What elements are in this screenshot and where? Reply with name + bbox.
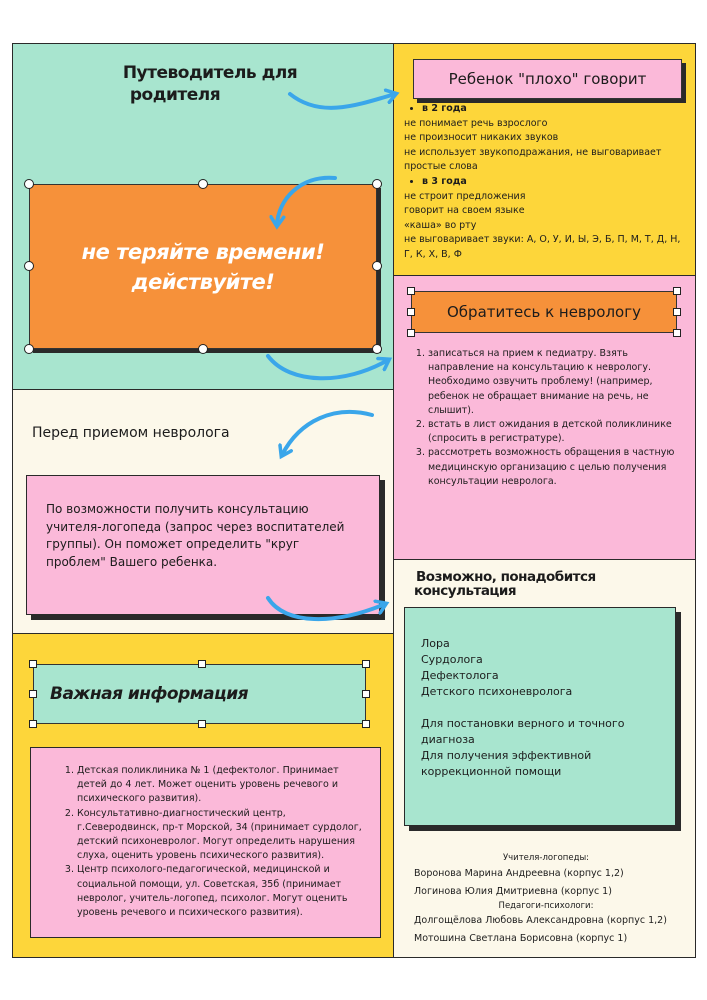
speech-title: Ребенок "плохо" говорит: [448, 70, 647, 88]
age2-label: • в 2 года: [422, 102, 689, 117]
resize-handle[interactable]: [362, 690, 370, 698]
age2-line: не использует звукоподражания, не выговаривает простые слова: [404, 146, 662, 173]
staff-name: Долгощёлова Любовь Александровна (корпус 1,2): [414, 915, 667, 926]
resize-handle[interactable]: [372, 179, 382, 189]
banner-line-1: не теряйте времени!: [81, 240, 325, 264]
logopedists-title: Учителя-логопеды:: [502, 853, 590, 863]
divider-left-2: [12, 633, 394, 634]
consult-card: [404, 607, 676, 826]
resize-handle[interactable]: [372, 261, 382, 271]
resize-handle[interactable]: [198, 660, 206, 668]
specialist-item: Детского психоневролога: [421, 685, 573, 698]
resize-handle[interactable]: [673, 329, 681, 337]
age3-line: «каша» во рту: [404, 219, 477, 231]
age3-line: не выговаривает звуки: А, О, У, И, Ы, Э, Б, П, М, Т, Д, Н, Г, К, Х, В, Ф: [404, 234, 681, 260]
resize-handle[interactable]: [29, 720, 37, 728]
resize-handle[interactable]: [24, 261, 34, 271]
neurologist-steps: [408, 347, 678, 489]
resize-handle[interactable]: [407, 308, 415, 316]
banner-text: [30, 237, 376, 297]
before-card: [26, 475, 380, 615]
guide-title-line-1: Путеводитель для: [122, 63, 298, 83]
specialist-item: Дефектолога: [421, 669, 499, 682]
speech-title-box: [413, 59, 682, 99]
consult-title-line-1: Возможно, понадобится: [416, 569, 596, 585]
staff-name: Воронова Марина Андреевна (корпус 1,2): [414, 868, 624, 879]
guide-title: [80, 62, 340, 106]
specialist-item: Лора: [421, 637, 450, 650]
divider-right-1: [394, 275, 696, 276]
age2-line: не произносит никаких звуков: [404, 132, 559, 144]
staff-name: Мотошина Светлана Борисовна (корпус 1): [414, 932, 628, 944]
resize-handle[interactable]: [198, 179, 208, 189]
divider-left-1: [12, 389, 394, 390]
age3-line: не строит предложения: [404, 190, 526, 202]
neurologist-step: 1. записаться на прием к педиатру. Взять направление на консультацию к неврологу. Необходимо озвучить проблему! (например, ребенок не обращает внимание на речь, не слышит).: [428, 347, 678, 418]
neurologist-title: Обратитесь к неврологу: [446, 303, 641, 321]
divider-vertical: [393, 43, 394, 958]
frame-bottom: [12, 957, 696, 958]
resize-handle[interactable]: [29, 690, 37, 698]
neurologist-step: 3. рассмотреть возможность обращения в частную медицинскую организацию с целью получения консультации невролога.: [428, 446, 678, 489]
age3-label: • в 3 года: [422, 175, 689, 190]
banner-line-2: действуйте!: [131, 270, 275, 294]
staff-name: Логинова Юлия Дмитриевна (корпус 1): [414, 885, 612, 897]
important-card: [30, 747, 381, 938]
frame-top: [12, 43, 696, 44]
age2-line: не понимает речь взрослого: [404, 117, 548, 129]
frame-left: [12, 43, 13, 958]
resize-handle[interactable]: [24, 344, 34, 354]
important-title-box: [33, 664, 366, 724]
resize-handle[interactable]: [372, 344, 382, 354]
resize-handle[interactable]: [29, 660, 37, 668]
banner: [29, 184, 377, 349]
resize-handle[interactable]: [673, 287, 681, 295]
resize-handle[interactable]: [198, 344, 208, 354]
before-text: По возможности получить консультацию учителя-логопеда (запрос через воспитателей группы). Он поможет определить "круг проблем" Вашего ребенка.: [46, 502, 345, 569]
resize-handle[interactable]: [407, 329, 415, 337]
consult-title: [414, 570, 674, 598]
resize-handle[interactable]: [407, 287, 415, 295]
consult-title-line-2: консультация: [414, 583, 517, 599]
resize-handle[interactable]: [362, 660, 370, 668]
staff-list: [400, 852, 692, 947]
divider-right-2: [394, 559, 696, 560]
important-title: Важная информация: [50, 684, 249, 704]
neurologist-step: 2. встать в лист ожидания в детской поликлинике (спросить в регистратуре).: [428, 418, 678, 446]
important-item: 3. Центр психолого-педагогической, медицинской и социальной помощи, ул. Советская, 35б (принимает невролог, учитель-логопед, психолог. Могут оценить уровень речевого и психического развития).: [77, 863, 369, 920]
guide-title-line-2: родителя: [129, 85, 221, 105]
psychologists-title: Педагоги-психологи:: [498, 901, 594, 911]
age3-line: говорит на своем языке: [404, 205, 525, 217]
important-item: 2. Консультативно-диагностический центр, г.Северодвинск, пр-т Морской, 34 (принимает сурдолог, детский психоневролог. Могут определить нарушения слуха, оценить уровень психического развития).: [77, 807, 369, 864]
speech-text: [404, 102, 689, 263]
specialist-item: Сурдолога: [421, 653, 483, 666]
frame-right: [695, 43, 696, 958]
important-item: 1. Детская поликлиника № 1 (дефектолог. Принимает детей до 4 лет. Может оценить уровень речевого и психического развития).: [77, 764, 369, 807]
resize-handle[interactable]: [362, 720, 370, 728]
resize-handle[interactable]: [673, 308, 681, 316]
consult-content: [421, 636, 666, 780]
before-title: Перед приемом невролога: [32, 425, 230, 441]
resize-handle[interactable]: [24, 179, 34, 189]
purpose-item: Для получения эффективной коррекционной помощи: [421, 749, 592, 778]
neurologist-title-box: [411, 291, 677, 333]
resize-handle[interactable]: [198, 720, 206, 728]
purpose-item: Для постановки верного и точного диагноза: [421, 717, 625, 746]
important-list: [57, 764, 369, 920]
